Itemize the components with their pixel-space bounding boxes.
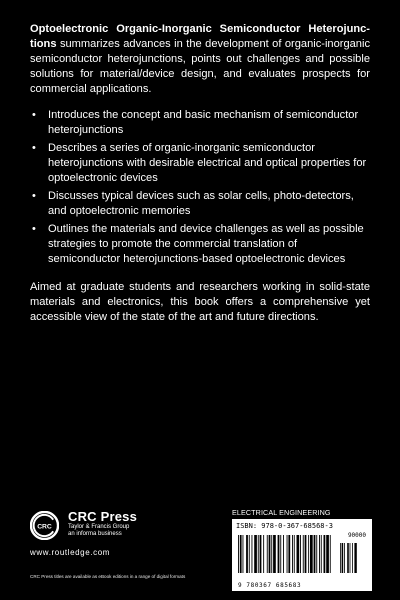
barcode-digits: 9 780367 685683 — [238, 582, 302, 589]
barcode-bar — [288, 535, 290, 573]
barcode-bar — [300, 535, 301, 573]
barcode-bars — [236, 533, 368, 581]
publisher-tagline: an informa business — [68, 531, 122, 537]
barcode-bar — [314, 535, 316, 573]
book-title: Optoelectronic Organic-Inorganic Semiconductor Heterojunc-tions — [30, 23, 370, 50]
barcode-bar — [297, 535, 300, 573]
addon-bar — [354, 543, 356, 573]
feature-text: Introduces the concept and basic mechanism of semiconductor heterojunctions — [48, 109, 359, 136]
price-addon: 90000 — [347, 532, 366, 539]
addon-bar — [340, 543, 341, 573]
blurb — [30, 22, 370, 325]
barcode-bar — [330, 535, 331, 573]
subject-category: ELECTRICAL ENGINEERING — [232, 508, 331, 517]
barcode-bar — [316, 535, 317, 573]
barcode-bar — [292, 535, 293, 573]
intro-text: summarizes advances in the development of organic-inorganic semiconductor heterojunctions, points out challenges and possible solutions for material/device design, and evaluates prospects for commercial applications. — [30, 38, 370, 95]
barcode-bar — [303, 535, 304, 573]
website-link[interactable]: www.routledge.com — [30, 548, 111, 557]
bullet-icon: • — [32, 142, 36, 154]
barcode-bar — [326, 535, 329, 573]
barcode-bar — [246, 535, 248, 573]
list-item — [30, 141, 370, 186]
barcode-bar — [269, 535, 271, 573]
bullet-icon: • — [32, 223, 36, 235]
addon-bar — [347, 543, 349, 573]
bullet-icon: • — [32, 190, 36, 202]
ebook-footnote: CRC Press titles are available as eBook editions in a range of digital formats — [30, 574, 186, 579]
barcode-bar — [252, 535, 253, 573]
barcode-bar — [321, 535, 322, 573]
intro-paragraph — [30, 22, 370, 97]
barcode-bar — [273, 535, 276, 573]
barcode-bar — [287, 535, 288, 573]
isbn-barcode — [232, 519, 372, 591]
addon-bar — [344, 543, 345, 573]
addon-bar — [352, 543, 353, 573]
list-item — [30, 189, 370, 219]
barcode-bar — [260, 535, 262, 573]
publisher-group: Taylor & Francis Group — [68, 524, 130, 530]
feature-list — [30, 108, 370, 267]
barcode-bar — [263, 535, 264, 573]
barcode-bar — [319, 535, 320, 573]
bullet-icon: • — [32, 109, 36, 121]
feature-text: Describes a series of organic-inorganic semiconductor heterojunctions with desirable electrical and optical properties for optoelectronic devices — [48, 142, 367, 184]
feature-text: Outlines the materials and device challenges as well as possible strategies to promote the commercial translation of semiconductor heterojunctions-based optoelectronic devices — [48, 223, 364, 265]
barcode-bar — [310, 535, 313, 573]
barcode-bar — [283, 535, 284, 573]
barcode-bar — [308, 535, 309, 573]
crc-logo-icon — [30, 511, 59, 540]
publisher-info — [68, 510, 188, 538]
isbn-label: ISBN: 978-0-367-68568-3 — [236, 522, 333, 530]
logo-text: CRC — [37, 523, 52, 531]
barcode-bar — [267, 535, 268, 573]
publisher-name: CRC Press — [68, 509, 137, 524]
barcode-bar — [271, 535, 272, 573]
barcode-bar — [240, 535, 242, 573]
barcode-bar — [278, 535, 280, 573]
barcode-bar — [238, 535, 239, 573]
barcode-bar — [249, 535, 250, 573]
addon-bar — [342, 543, 344, 573]
list-item — [30, 222, 370, 267]
list-item — [30, 108, 370, 138]
addon-bar — [350, 543, 351, 573]
audience-paragraph: Aimed at graduate students and researchers working in solid-state materials and electronics, this book offers a comprehensive yet accessible view of the state of the art and future directions. — [30, 281, 370, 323]
barcode-bar — [243, 535, 244, 573]
barcode-bar — [294, 535, 295, 573]
barcode-bar — [254, 535, 257, 573]
barcode-bar — [324, 535, 326, 573]
barcode-bar — [280, 535, 281, 573]
feature-text: Discusses typical devices such as solar cells, photo-detectors, and optoelectronic memories — [48, 190, 354, 217]
barcode-bar — [305, 535, 307, 573]
barcode-bar — [258, 535, 259, 573]
